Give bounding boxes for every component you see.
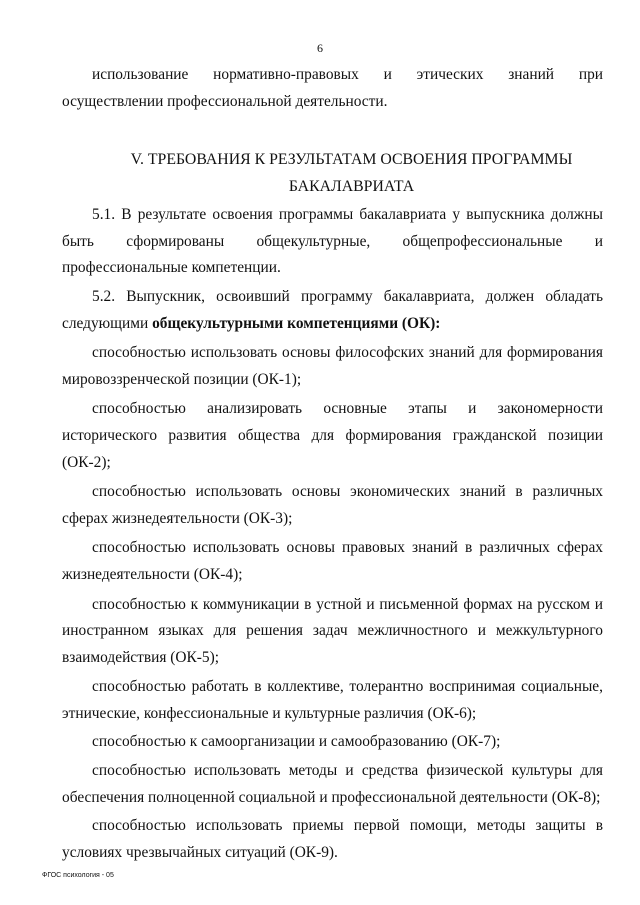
competency-ok-4: способностью использовать основы правовых знаний в различных сферах жизнедеятельности (ОК-4); — [62, 539, 603, 583]
competency-ok-3: способностью использовать основы экономических знаний в различных сферах жизнедеятельности (ОК-3); — [62, 483, 603, 527]
section-heading-line-1: V. ТРЕБОВАНИЯ К РЕЗУЛЬТАТАМ ОСВОЕНИЯ ПРОГРАММЫ — [130, 151, 573, 169]
competency-ok-7: способностью к самоорганизации и самообразованию (ОК-7); — [92, 733, 501, 751]
competency-ok-9: способностью использовать приемы первой помощи, методы защиты в условиях чрезвычайных ситуаций (ОК-9). — [62, 817, 603, 861]
paragraph-5-2 — [62, 284, 603, 337]
footer-label: ФГОС психология - 05 — [42, 872, 114, 879]
competency-ok-2: способностью анализировать основные этапы и закономерности исторического развития общества для формирования гражданской позиции (ОК-2); — [62, 400, 603, 471]
competency-ok-8: способностью использовать методы и средства физической культуры для обеспечения полноценной социальной и профессиональной деятельности (ОК-8); — [62, 762, 603, 806]
page-number: 6 — [317, 41, 323, 55]
section-heading-line-2: БАКАЛАВРИАТА — [288, 178, 415, 196]
document-body — [62, 62, 603, 866]
intro-paragraph: использование нормативно-правовых и этических знаний при осуществлении профессиональной деятельности. — [62, 66, 603, 110]
paragraph-5-2-lead: 5.2. Выпускник, освоивший программу бакалавриата, должен обладать следующими — [62, 287, 603, 332]
competency-ok-1: способностью использовать основы философских знаний для формирования мировоззренческой позиции (ОК-1); — [62, 344, 603, 388]
paragraph-5-1: 5.1. В результате освоения программы бакалавриата у выпускника должны быть сформированы общекультурные, общепрофессиональные и профессиональные компетенции. — [62, 206, 603, 277]
competency-ok-6: способностью работать в коллективе, толерантно воспринимая социальные, этнические, конфессиональные и культурные различия (ОК-6); — [62, 678, 603, 722]
section-heading — [62, 146, 603, 200]
competency-ok-5: способностью к коммуникации в устной и письменной формах на русском и иностранном языках для решения задач межличностного и межкультурного взаимодействия (ОК-5); — [62, 595, 603, 666]
paragraph-5-2-bold: общекультурными компетенциями (ОК): — [152, 314, 441, 332]
